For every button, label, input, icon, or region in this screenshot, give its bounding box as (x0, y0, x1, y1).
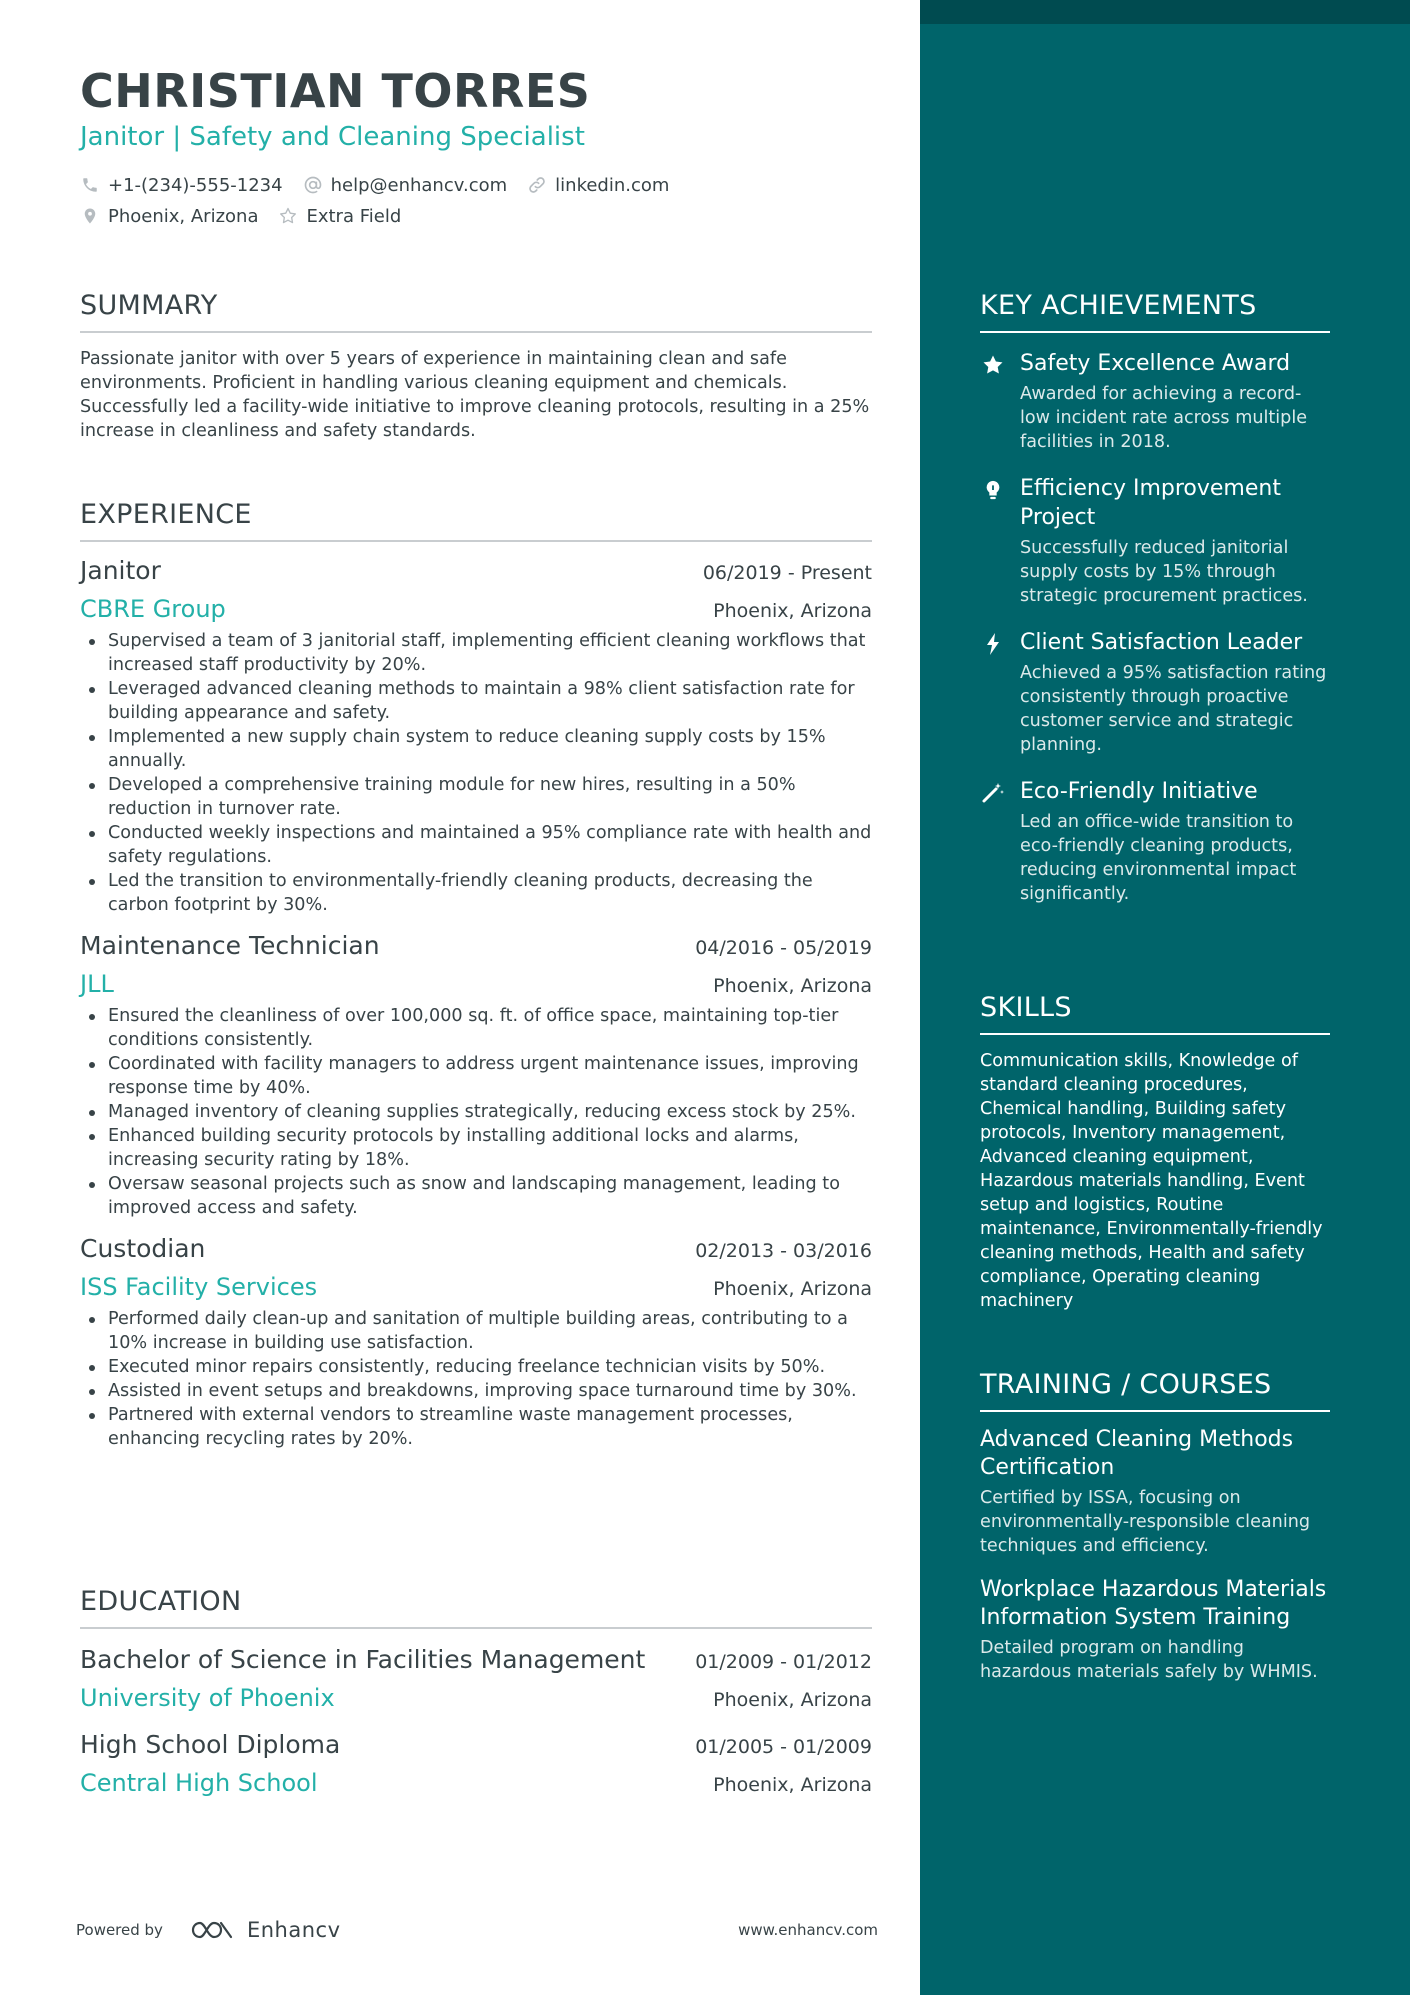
education-header (80, 1730, 872, 1759)
section-divider (80, 540, 872, 542)
experience-header (80, 1234, 872, 1263)
achievement-item (980, 474, 1330, 608)
experience-entry (80, 1234, 872, 1451)
section-divider (980, 1033, 1330, 1035)
contact-extra-field-text: Extra Field (306, 205, 402, 227)
bullet-item: Assisted in event setups and breakdowns, improving space turnaround time by 30%. (80, 1379, 872, 1403)
achievements-title: KEY ACHIEVEMENTS (980, 290, 1257, 321)
contact-email[interactable] (303, 175, 508, 196)
achievement-desc: Awarded for achieving a record-low incident rate across multiple facilities in 2018. (1020, 384, 1308, 452)
contact-linkedin[interactable] (527, 175, 669, 196)
experience-entry (80, 931, 872, 1220)
summary-text: Passionate janitor with over 5 years of experience in maintaining clean and safe environments. Proficient in handling various cleaning equipment and chemicals. Successfully led a facility-wide initiative to improve cleaning protocols, resulting in a 25% increase in cleanliness and safety standards. (80, 349, 870, 441)
contact-row (80, 172, 689, 198)
contact-extra-field (278, 206, 401, 227)
achievement-desc: Led an office-wide transition to eco-friendly cleaning products, reducing environmental impact significantly. (1020, 812, 1297, 904)
skills-title: SKILLS (980, 992, 1072, 1023)
sidebar-top-band (920, 0, 1410, 24)
section-divider (80, 331, 872, 333)
company-name: JLL (80, 970, 114, 998)
job-dates: 06/2019 - Present (702, 562, 872, 584)
degree-title: Bachelor of Science in Facilities Management (80, 1645, 646, 1674)
training-section (980, 1369, 1330, 1684)
degree-title: High School Diploma (80, 1730, 341, 1759)
location-icon (80, 206, 100, 226)
achievement-desc: Successfully reduced janitorial supply costs by 15% through strategic procurement practices. (1020, 538, 1308, 606)
job-bullets (80, 1004, 872, 1220)
school-name: University of Phoenix (80, 1684, 335, 1712)
bullet-item: Partnered with external vendors to streamline waste management processes, enhancing recycling rates by 20%. (80, 1403, 872, 1451)
achievement-item (980, 777, 1330, 906)
achievement-body (1020, 777, 1330, 906)
enhancv-logo-icon (189, 1918, 235, 1942)
enhancv-website-link[interactable]: www.enhancv.com (738, 1921, 878, 1939)
star-outline-icon (278, 206, 298, 226)
contact-phone[interactable] (80, 175, 283, 196)
training-title: TRAINING / COURSES (980, 1369, 1272, 1400)
job-dates: 02/2013 - 03/2016 (695, 1240, 872, 1262)
job-location: Phoenix, Arizona (713, 975, 872, 997)
experience-title: EXPERIENCE (80, 499, 252, 530)
job-location: Phoenix, Arizona (713, 1278, 872, 1300)
experience-subheader (80, 1273, 872, 1301)
contact-info (80, 172, 689, 234)
job-title: Janitor (80, 556, 161, 585)
achievement-title: Eco-Friendly Initiative (1020, 779, 1258, 804)
bullet-item: Performed daily clean-up and sanitation of multiple building areas, contributing to a 10% increase in building use satisfaction. (80, 1307, 872, 1355)
experience-subheader (80, 970, 872, 998)
summary-section (80, 290, 872, 443)
achievement-body (1020, 349, 1330, 454)
contact-phone-text: +1-(234)-555-1234 (108, 174, 283, 196)
education-entry (80, 1645, 872, 1712)
school-location: Phoenix, Arizona (713, 1689, 872, 1711)
education-dates: 01/2009 - 01/2012 (695, 1651, 872, 1673)
link-icon (527, 175, 547, 195)
section-divider (980, 1410, 1330, 1412)
achievement-title: Safety Excellence Award (1020, 351, 1291, 376)
education-entry (80, 1730, 872, 1797)
at-icon (303, 175, 323, 195)
lightbulb-icon (980, 477, 1006, 503)
achievement-title: Efficiency Improvement Project (1020, 476, 1281, 530)
phone-icon (80, 175, 100, 195)
job-title: Custodian (80, 1234, 206, 1263)
achievement-item (980, 349, 1330, 454)
bullet-item: Supervised a team of 3 janitorial staff, implementing efficient cleaning workflows that increased staff productivity by 20%. (80, 629, 872, 677)
skills-section (980, 992, 1330, 1313)
achievement-item (980, 628, 1330, 757)
job-title: Maintenance Technician (80, 931, 380, 960)
education-title: EDUCATION (80, 1586, 242, 1617)
job-location: Phoenix, Arizona (713, 600, 872, 622)
job-bullets (80, 1307, 872, 1451)
bullet-item: Oversaw seasonal projects such as snow and landscaping management, leading to improved access and safety. (80, 1172, 872, 1220)
education-section (80, 1586, 872, 1797)
bullet-item: Ensured the cleanliness of over 100,000 sq. ft. of office space, maintaining top-tier conditions consistently. (80, 1004, 872, 1052)
course-item (980, 1576, 1330, 1684)
skills-text: Communication skills, Knowledge of standard cleaning procedures, Chemical handling, Building safety protocols, Inventory management, Advanced cleaning equipment, Hazardous materials handling, Event setup and logistics, Routine maintenance, Environmentally-friendly cleaning methods, Health and safety compliance, Operating cleaning machinery (980, 1051, 1323, 1311)
sidebar (920, 0, 1410, 1995)
experience-section (80, 499, 872, 1451)
candidate-name: CHRISTIAN TORRES (80, 64, 591, 118)
job-dates: 04/2016 - 05/2019 (695, 937, 872, 959)
candidate-headline: Janitor | Safety and Cleaning Specialist (80, 122, 585, 152)
course-title: Advanced Cleaning Methods Certification (980, 1427, 1294, 1480)
course-desc: Certified by ISSA, focusing on environmentally-responsible cleaning techniques and efficiency. (980, 1488, 1311, 1556)
bullet-item: Led the transition to environmentally-friendly cleaning products, decreasing the carbon footprint by 30%. (80, 869, 872, 917)
course-item (980, 1426, 1330, 1558)
school-location: Phoenix, Arizona (713, 1774, 872, 1796)
company-name: CBRE Group (80, 595, 226, 623)
experience-header (80, 931, 872, 960)
contact-location-text: Phoenix, Arizona (108, 205, 259, 227)
bullet-item: Managed inventory of cleaning supplies strategically, reducing excess stock by 25%. (80, 1100, 872, 1124)
star-icon (980, 352, 1006, 378)
education-subheader (80, 1684, 872, 1712)
enhancv-brand-text: Enhancv (246, 1918, 341, 1942)
achievements-section (980, 290, 1330, 906)
magic-wand-icon (980, 780, 1006, 806)
powered-by (76, 1918, 341, 1942)
bullet-item: Conducted weekly inspections and maintained a 95% compliance rate with health and safety regulations. (80, 821, 872, 869)
education-subheader (80, 1769, 872, 1797)
section-divider (80, 1627, 872, 1629)
experience-subheader (80, 595, 872, 623)
school-name: Central High School (80, 1769, 318, 1797)
education-header (80, 1645, 872, 1674)
course-desc: Detailed program on handling hazardous materials safely by WHMIS. (980, 1638, 1318, 1682)
achievement-body (1020, 474, 1330, 608)
lightning-icon (980, 631, 1006, 657)
contact-email-text: help@enhancv.com (330, 174, 508, 196)
section-divider (980, 331, 1330, 333)
bullet-item: Leveraged advanced cleaning methods to maintain a 98% client satisfaction rate for building appearance and safety. (80, 677, 872, 725)
experience-entry (80, 556, 872, 917)
experience-header (80, 556, 872, 585)
bullet-item: Developed a comprehensive training module for new hires, resulting in a 50% reduction in turnover rate. (80, 773, 872, 821)
summary-title: SUMMARY (80, 290, 218, 321)
enhancv-brand[interactable] (189, 1918, 341, 1942)
company-name: ISS Facility Services (80, 1273, 318, 1301)
job-bullets (80, 629, 872, 917)
achievement-desc: Achieved a 95% satisfaction rating consistently through proactive customer service and strategic planning. (1020, 663, 1327, 755)
education-dates: 01/2005 - 01/2009 (695, 1736, 872, 1758)
bullet-item: Executed minor repairs consistently, reducing freelance technician visits by 50%. (80, 1355, 872, 1379)
contact-location (80, 206, 258, 227)
achievement-title: Client Satisfaction Leader (1020, 630, 1303, 655)
contact-row (80, 203, 689, 229)
bullet-item: Coordinated with facility managers to address urgent maintenance issues, improving response time by 40%. (80, 1052, 872, 1100)
powered-by-label: Powered by (76, 1921, 163, 1939)
course-title: Workplace Hazardous Materials Information System Training (980, 1577, 1327, 1630)
contact-linkedin-text: linkedin.com (555, 174, 670, 196)
bullet-item: Implemented a new supply chain system to reduce cleaning supply costs by 15% annually. (80, 725, 872, 773)
bullet-item: Enhanced building security protocols by installing additional locks and alarms, increasing security rating by 18%. (80, 1124, 872, 1172)
achievement-body (1020, 628, 1330, 757)
page-footer (76, 1910, 878, 1950)
